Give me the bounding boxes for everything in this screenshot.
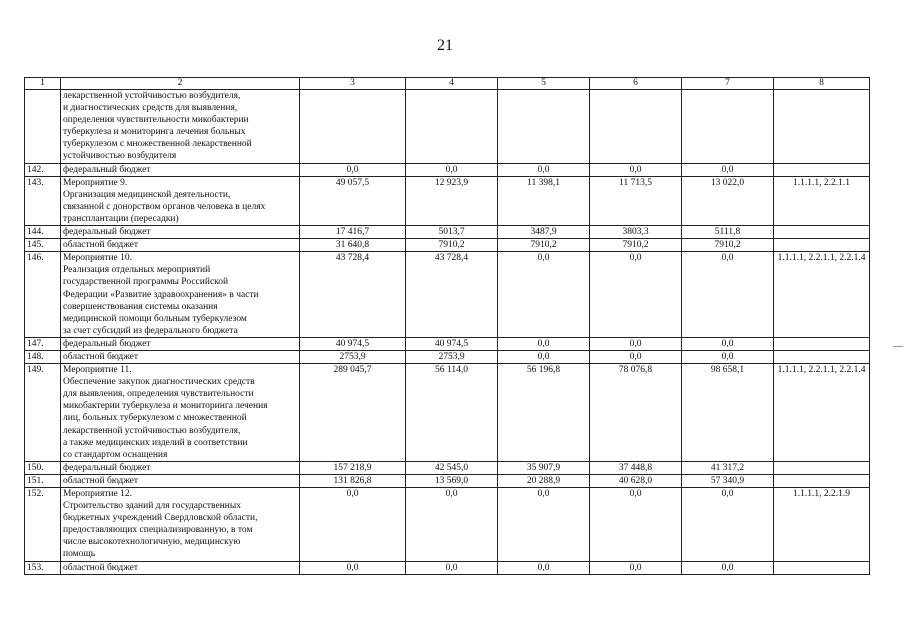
row-number: 142. xyxy=(25,163,61,176)
row-number: 150. xyxy=(25,461,61,474)
value-col6: 0,0 xyxy=(590,252,682,338)
row-description: Мероприятие 12. Строительство зданий для государственных бюджетных учреждений Свердловской области, предоставляющих специализированную, в том числе высокотехнологичную, медицинскую помощь xyxy=(61,488,300,562)
value-col6: 40 628,0 xyxy=(590,474,682,487)
target-indicators xyxy=(774,226,870,239)
value-col5: 11 398,1 xyxy=(498,176,590,225)
row-number: 152. xyxy=(25,488,61,562)
row-number: 153. xyxy=(25,561,61,574)
row-number: 145. xyxy=(25,239,61,252)
value-col7 xyxy=(682,90,774,164)
target-indicators xyxy=(774,461,870,474)
value-col3 xyxy=(300,90,406,164)
value-col3: 0,0 xyxy=(300,163,406,176)
value-col5: 0,0 xyxy=(498,337,590,350)
target-indicators xyxy=(774,163,870,176)
value-col4: 7910,2 xyxy=(406,239,498,252)
value-col4: 13 569,0 xyxy=(406,474,498,487)
value-col6: 78 076,8 xyxy=(590,364,682,462)
row-description: федеральный бюджет xyxy=(61,226,300,239)
row-number: 146. xyxy=(25,252,61,338)
target-indicators: 1.1.1.1, 2.2.1.1 xyxy=(774,176,870,225)
value-col3: 131 826,8 xyxy=(300,474,406,487)
table-row xyxy=(25,364,870,462)
column-header: 7 xyxy=(682,78,774,90)
value-col5: 0,0 xyxy=(498,350,590,363)
value-col4: 0,0 xyxy=(406,561,498,574)
row-number: 151. xyxy=(25,474,61,487)
table-row xyxy=(25,252,870,338)
value-col7: 0,0 xyxy=(682,337,774,350)
column-header: 2 xyxy=(61,78,300,90)
value-col3: 2753,9 xyxy=(300,350,406,363)
value-col4: 0,0 xyxy=(406,488,498,562)
value-col4: 5013,7 xyxy=(406,226,498,239)
row-description: Мероприятие 10. Реализация отдельных мероприятий государственной программы Российской Федерации «Развитие здравоохранения» в части совершенствования системы оказания медицинской помощи больным туберкулезом за счет субсидий из федерального бюджета xyxy=(61,252,300,338)
target-indicators xyxy=(774,90,870,164)
row-description: областной бюджет xyxy=(61,561,300,574)
target-indicators xyxy=(774,337,870,350)
row-number: 144. xyxy=(25,226,61,239)
value-col6: 0,0 xyxy=(590,337,682,350)
value-col5: 35 907,9 xyxy=(498,461,590,474)
target-indicators xyxy=(774,350,870,363)
value-col3: 0,0 xyxy=(300,561,406,574)
row-description: Мероприятие 11. Обеспечение закупок диагностических средств для выявления, определения чувствительности микобактерии туберкулеза и мониторинга лечения лиц, больных туберкулезом с множественной лекарственной устойчивостью возбудителя, а также медицинских изделий в соответствии со стандартом оснащения xyxy=(61,364,300,462)
value-col7: 7910,2 xyxy=(682,239,774,252)
row-description: федеральный бюджет xyxy=(61,337,300,350)
value-col5 xyxy=(498,90,590,164)
row-number: 147. xyxy=(25,337,61,350)
column-header: 4 xyxy=(406,78,498,90)
row-number xyxy=(25,90,61,164)
value-col6: 3803,3 xyxy=(590,226,682,239)
target-indicators: 1.1.1.1, 2.2.1.1, 2.2.1.4 xyxy=(774,252,870,338)
value-col3: 40 974,5 xyxy=(300,337,406,350)
table-row xyxy=(25,561,870,574)
value-col4: 42 545,0 xyxy=(406,461,498,474)
row-description: Мероприятие 9. Организация медицинской деятельности, связанной с донорством органов человека в целях трансплантации (пересадки) xyxy=(61,176,300,225)
row-number: 148. xyxy=(25,350,61,363)
target-indicators xyxy=(774,474,870,487)
margin-mark xyxy=(893,346,903,347)
row-description: федеральный бюджет xyxy=(61,461,300,474)
target-indicators: 1.1.1.1, 2.2.1.9 xyxy=(774,488,870,562)
value-col6: 0,0 xyxy=(590,561,682,574)
target-indicators xyxy=(774,239,870,252)
value-col3: 43 728,4 xyxy=(300,252,406,338)
value-col6: 11 713,5 xyxy=(590,176,682,225)
value-col3: 0,0 xyxy=(300,488,406,562)
column-header: 3 xyxy=(300,78,406,90)
value-col4 xyxy=(406,90,498,164)
row-description: областной бюджет xyxy=(61,239,300,252)
value-col4: 40 974,5 xyxy=(406,337,498,350)
table-row xyxy=(25,163,870,176)
value-col6: 0,0 xyxy=(590,488,682,562)
row-description: областной бюджет xyxy=(61,474,300,487)
table-row xyxy=(25,239,870,252)
value-col7: 41 317,2 xyxy=(682,461,774,474)
row-description: федеральный бюджет xyxy=(61,163,300,176)
column-header: 6 xyxy=(590,78,682,90)
value-col7: 5111,8 xyxy=(682,226,774,239)
value-col5: 20 288,9 xyxy=(498,474,590,487)
value-col7: 57 340,9 xyxy=(682,474,774,487)
value-col7: 0,0 xyxy=(682,163,774,176)
value-col7: 0,0 xyxy=(682,350,774,363)
table-body xyxy=(25,90,870,575)
value-col5: 0,0 xyxy=(498,163,590,176)
value-col5: 7910,2 xyxy=(498,239,590,252)
value-col5: 3487,9 xyxy=(498,226,590,239)
value-col5: 0,0 xyxy=(498,488,590,562)
value-col3: 17 416,7 xyxy=(300,226,406,239)
target-indicators xyxy=(774,561,870,574)
value-col5: 0,0 xyxy=(498,561,590,574)
value-col6: 0,0 xyxy=(590,350,682,363)
value-col7: 0,0 xyxy=(682,561,774,574)
value-col6: 37 448,8 xyxy=(590,461,682,474)
value-col7: 0,0 xyxy=(682,488,774,562)
table-row xyxy=(25,176,870,225)
table-row xyxy=(25,226,870,239)
header-row xyxy=(25,78,870,90)
value-col7: 98 658,1 xyxy=(682,364,774,462)
table-row xyxy=(25,90,870,164)
row-number: 149. xyxy=(25,364,61,462)
budget-table xyxy=(24,77,870,575)
row-description: лекарственной устойчивостью возбудителя, и диагностических средств для выявления, определения чувствительности микобактерии туберкулеза и мониторинга лечения больных туберкулезом с множественной лекарственной устойчивостью возбудителя xyxy=(61,90,300,164)
value-col3: 31 640,8 xyxy=(300,239,406,252)
column-header: 8 xyxy=(774,78,870,90)
table-row xyxy=(25,337,870,350)
table-row xyxy=(25,350,870,363)
row-description: областной бюджет xyxy=(61,350,300,363)
value-col6: 0,0 xyxy=(590,163,682,176)
column-header: 5 xyxy=(498,78,590,90)
value-col5: 0,0 xyxy=(498,252,590,338)
value-col6: 7910,2 xyxy=(590,239,682,252)
row-number: 143. xyxy=(25,176,61,225)
column-header: 1 xyxy=(25,78,61,90)
page-number: 21 xyxy=(437,37,453,54)
table-row xyxy=(25,461,870,474)
value-col3: 289 045,7 xyxy=(300,364,406,462)
value-col3: 157 218,9 xyxy=(300,461,406,474)
table-row xyxy=(25,474,870,487)
value-col4: 56 114,0 xyxy=(406,364,498,462)
value-col5: 56 196,8 xyxy=(498,364,590,462)
value-col6 xyxy=(590,90,682,164)
table-row xyxy=(25,488,870,562)
target-indicators: 1.1.1.1, 2.2.1.1, 2.2.1.4 xyxy=(774,364,870,462)
value-col7: 13 022,0 xyxy=(682,176,774,225)
value-col7: 0,0 xyxy=(682,252,774,338)
value-col3: 49 057,5 xyxy=(300,176,406,225)
value-col4: 0,0 xyxy=(406,163,498,176)
value-col4: 12 923,9 xyxy=(406,176,498,225)
value-col4: 43 728,4 xyxy=(406,252,498,338)
value-col4: 2753,9 xyxy=(406,350,498,363)
